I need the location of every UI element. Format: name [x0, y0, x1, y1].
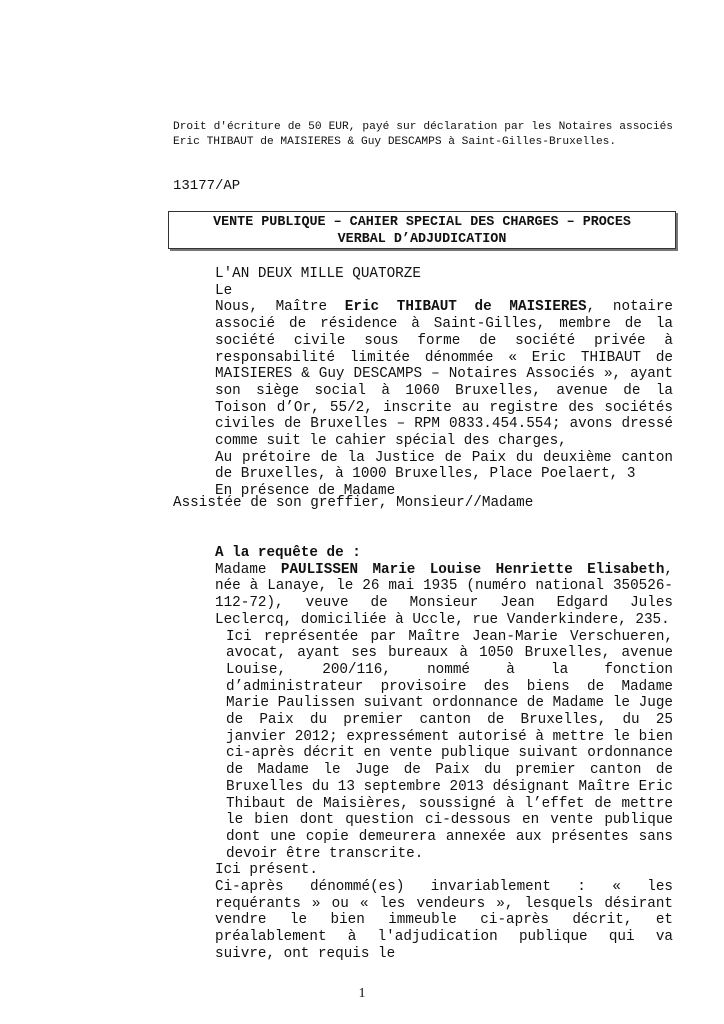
day-line: Le	[215, 282, 233, 299]
title-line-1: VENTE PUBLIQUE – CAHIER SPECIAL DES CHARGES – PROCES	[213, 215, 631, 230]
notary-intro: Nous, Maître	[215, 299, 345, 316]
request-heading	[173, 545, 673, 562]
requester-paragraph	[173, 562, 673, 629]
body-section-1	[173, 266, 673, 500]
notary-name: Eric THIBAUT de MAISIERES	[344, 299, 587, 316]
page-number: 1	[358, 986, 366, 1001]
requester-details: , née à Lanaye, le 26 mai 1935 (numéro national 350526-112-72), veuve de Monsieur Jean Edgard Jules Leclercq, domiciliée à Uccle, rue Vanderkindere, 235.	[215, 561, 673, 628]
requester-name: PAULISSEN Marie Louise Henriette Elisabeth	[280, 561, 665, 578]
header-note: Droit d'écriture de 50 EUR, payé sur déclaration par les Notaires associés Eric THIBAUT de MAISIERES & Guy DESCAMPS à Saint-Gilles-Bruxelles.	[173, 121, 673, 148]
date-line: L'AN DEUX MILLE QUATORZE	[215, 266, 421, 282]
present-line: Ici présent.	[215, 862, 318, 879]
title-line-2: VERBAL D’ADJUDICATION	[337, 232, 507, 247]
designation-paragraph: Ci-après dénommé(es) invariablement : « les requérants » ou « les vendeurs », lesquels désirant vendre le bien immeuble ci-après décrit, et préalablement à l'adjudication publique qui va suivre, ont requis le	[215, 879, 673, 962]
body-section-2	[173, 545, 673, 963]
clerk-line: Assistée de son greffier, Monsieur//Madame	[173, 495, 534, 511]
presence-line: En présence de Madame	[215, 483, 396, 500]
reference-number: 13177/AP	[173, 178, 241, 194]
notary-paragraph	[173, 299, 673, 449]
title-box	[168, 211, 676, 249]
notary-details: , notaire associé de résidence à Saint-Gilles, membre de la société civile sous forme de société privée à responsabilité limitée dénommée « Eric THIBAUT de MAISIERES & Guy DESCAMPS – Notaires Associés », ayant son siège social à 1060 Bruxelles, avenue de la Toison d’Or, 55/2, inscrite au registre des sociétés civiles de Bruxelles – RPM 0833.454.554; avons dressé comme suit le cahier spécial des charges,	[215, 299, 673, 450]
location-paragraph: Au prétoire de la Justice de Paix du deuxième canton de Bruxelles, à 1000 Bruxelles, Place Poelaert, 3	[215, 449, 673, 483]
request-heading-text: A la requête de :	[215, 545, 361, 561]
representation-paragraph: Ici représentée par Maître Jean-Marie Verschueren, avocat, ayant ses bureaux à 1050 Bruxelles, avenue Louise, 200/116, nommé à la fonction d’administrateur provisoire des biens de Madame Marie Paulissen suivant ordonnance de Madame le Juge de Paix du premier canton de Bruxelles, du 25 janvier 2012; expressément autorisé à mettre le bien ci-après décrit en vente publique suivant ordonnance de Madame le Juge de Paix du premier canton de Bruxelles du 13 septembre 2013 désignant Maître Eric Thibaut de Maisières, soussigné à l’effet de mettre le bien dont question ci-dessous en vente publique dont une copie demeurera annexée aux présentes sans devoir être transcrite.	[226, 628, 673, 862]
requester-intro: Madame	[215, 561, 281, 578]
